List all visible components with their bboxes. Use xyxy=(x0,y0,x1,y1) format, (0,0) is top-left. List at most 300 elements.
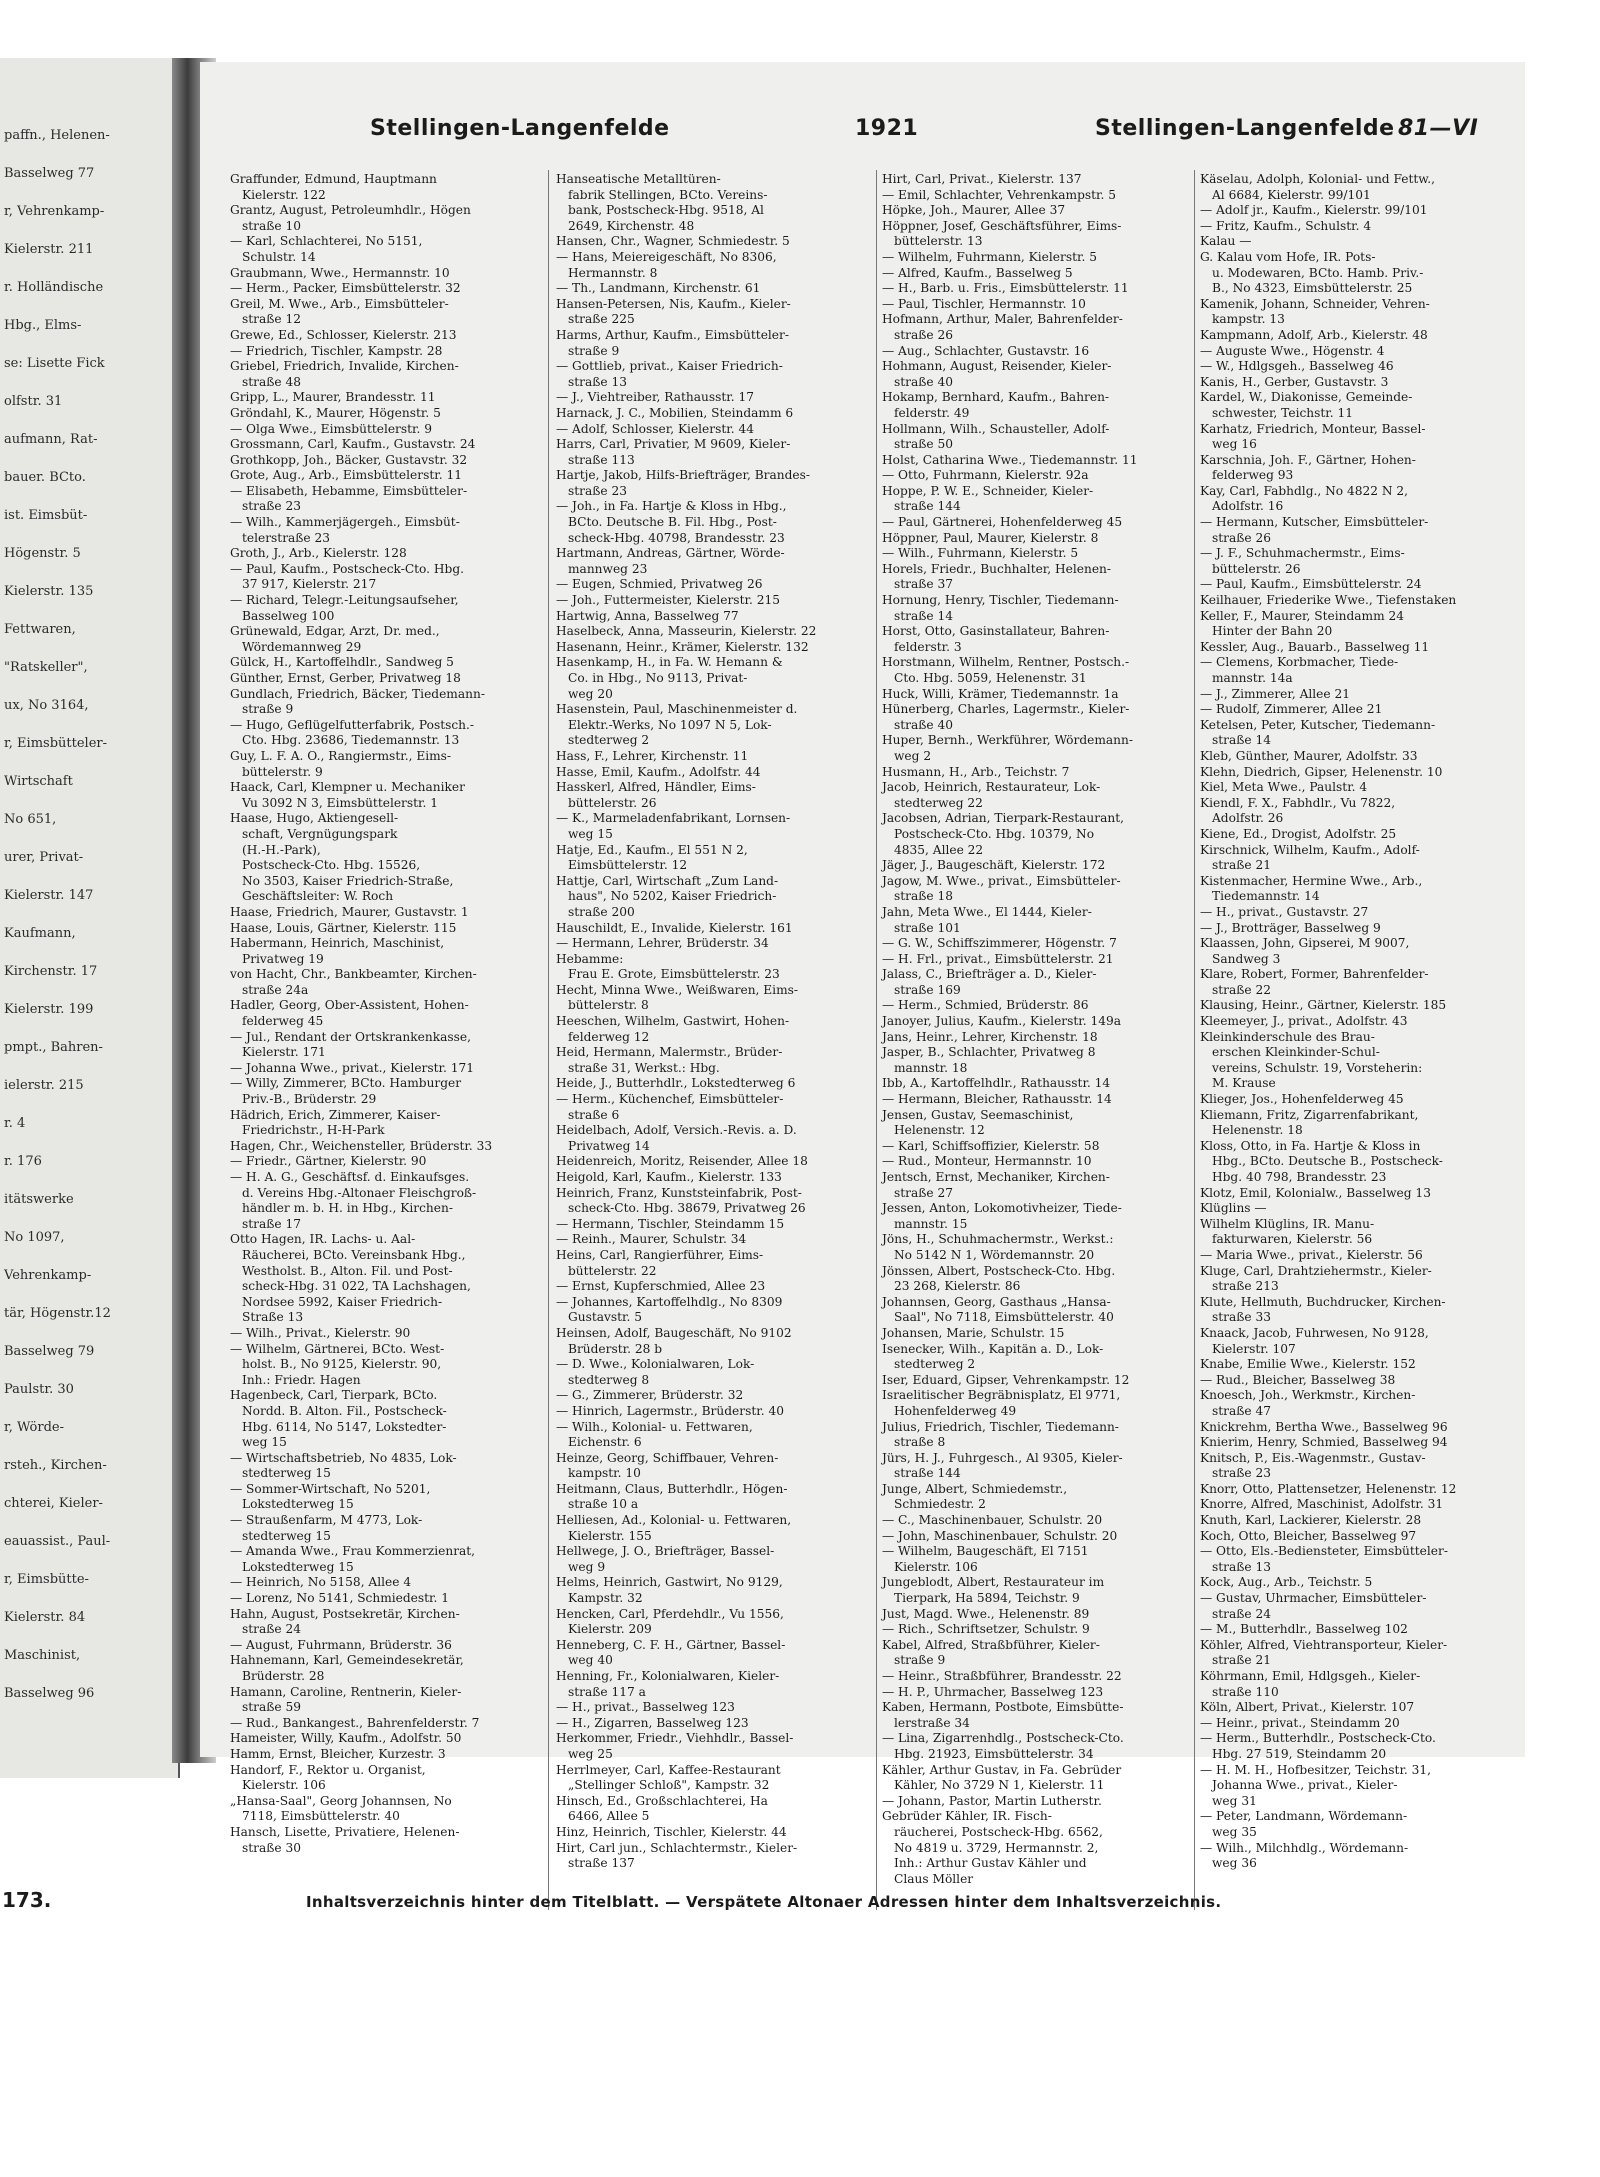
directory-entry-line: Kielerstr. 209 xyxy=(568,1622,652,1637)
previous-page-line: Basselweg 77 xyxy=(4,166,95,181)
directory-entry-line: — Rud., Bankangest., Bahrenfelderstr. 7 xyxy=(230,1715,480,1730)
directory-entry-line: haus", No 5202, Kaiser Friedrich- xyxy=(568,889,777,904)
directory-entry-line: Hornung, Henry, Tischler, Tiedemann- xyxy=(882,593,1119,608)
directory-entry-line: straße 48 xyxy=(242,374,301,389)
previous-page-line: Kielerstr. 84 xyxy=(4,1610,86,1625)
directory-entry-line: Inh.: Friedr. Hagen xyxy=(242,1372,361,1387)
column-rule xyxy=(548,170,549,1910)
directory-entry-line: Hansch, Lisette, Privatiere, Helenen- xyxy=(230,1824,460,1839)
directory-entry-line: mannstr. 14a xyxy=(1212,671,1293,685)
previous-page-line: Kielerstr. 135 xyxy=(4,584,94,599)
directory-entry-line: Klute, Hellmuth, Buchdrucker, Kirchen- xyxy=(1200,1294,1446,1309)
directory-entry-line: Kleinkinderschule des Brau- xyxy=(1200,1029,1375,1044)
directory-entry-line: Huck, Willi, Krämer, Tiedemannstr. 1a xyxy=(882,686,1119,701)
directory-entry-line: Hebamme: xyxy=(556,951,624,966)
directory-entry-line: Hinz, Heinrich, Tischler, Kielerstr. 44 xyxy=(556,1824,787,1839)
directory-entry-line: straße 21 xyxy=(1212,858,1271,873)
directory-entry-line: straße 22 xyxy=(1212,982,1271,997)
directory-entry-line: Kielerstr. 107 xyxy=(1212,1341,1296,1356)
directory-entry-line: — Richard, Telegr.-Leitungsaufseher, xyxy=(230,593,459,608)
directory-entry-line: straße 200 xyxy=(568,904,635,919)
previous-page-line: Högenstr. 5 xyxy=(4,546,81,561)
directory-entry-line: straße 10 a xyxy=(568,1497,639,1512)
directory-entry-line: — Wirtschaftsbetrieb, No 4835, Lok- xyxy=(230,1450,457,1465)
directory-entry-line: 37 917, Kielerstr. 217 xyxy=(242,577,377,592)
directory-entry-line: Hattje, Carl, Wirtschaft „Zum Land- xyxy=(556,873,779,888)
directory-entry-line: lerstraße 34 xyxy=(894,1715,970,1730)
directory-entry-line: Hansen, Chr., Wagner, Schmiedestr. 5 xyxy=(556,234,790,249)
directory-entry-line: straße 40 xyxy=(894,717,953,732)
directory-entry-line: Haase, Friedrich, Maurer, Gustavstr. 1 xyxy=(230,904,469,919)
directory-entry-line: — H., Barb. u. Fris., Eimsbüttelerstr. 11 xyxy=(882,281,1129,296)
directory-entry-line: Lokstedterweg 15 xyxy=(242,1559,354,1574)
directory-entry-line: Wilhelm Klüglins, IR. Manu- xyxy=(1200,1216,1375,1231)
directory-entry-line: — Hans, Meiereigeschäft, No 8306, xyxy=(556,249,777,264)
directory-entry-line: Helms, Heinrich, Gastwirt, No 9129, xyxy=(556,1575,783,1590)
directory-entry-line: Heinrich, Franz, Kunststeinfabrik, Post- xyxy=(556,1185,802,1200)
directory-entry-line: — Amanda Wwe., Frau Kommerzienrat, xyxy=(230,1544,476,1559)
directory-entry-line: Käselau, Adolph, Kolonial- und Fettw., xyxy=(1200,172,1435,186)
previous-page-line: "Ratskeller", xyxy=(4,660,88,675)
previous-page-line: Basselweg 96 xyxy=(4,1686,95,1701)
directory-entry-line: weg 20 xyxy=(568,686,613,701)
directory-entry-line: Kiendl, F. X., Fabhdlr., Vu 7822, xyxy=(1200,795,1396,810)
directory-entry-line: Al 6684, Kielerstr. 99/101 xyxy=(1212,187,1371,202)
directory-entry-line: straße 18 xyxy=(894,889,953,904)
directory-entry-line: — Wilhelm, Baugeschäft, El 7151 xyxy=(882,1544,1089,1559)
directory-entry-line: Inh.: Arthur Gustav Kähler und xyxy=(894,1856,1087,1871)
directory-entry-line: — Hermann, Tischler, Steindamm 15 xyxy=(556,1216,785,1231)
directory-entry-line: — Rudolf, Zimmerer, Allee 21 xyxy=(1200,702,1383,717)
directory-entry-line: Heeschen, Wilhelm, Gastwirt, Hohen- xyxy=(556,1014,790,1029)
directory-entry-line: Jöns, H., Schuhmachermstr., Werkst.: xyxy=(882,1232,1114,1247)
directory-entry-line: straße 24 xyxy=(1212,1606,1271,1621)
directory-entry-line: Hirt, Carl jun., Schlachtermstr., Kieler- xyxy=(556,1840,798,1855)
directory-entry-line: — Gottlieb, privat., Kaiser Friedrich- xyxy=(556,359,783,374)
directory-entry-line: Adolfstr. 26 xyxy=(1212,811,1284,826)
directory-entry-line: — Lorenz, No 5141, Schmiedestr. 1 xyxy=(230,1591,450,1606)
directory-entry-line: Hbg. 27 519, Steindamm 20 xyxy=(1212,1746,1387,1761)
directory-entry-line: büttelerstr. 26 xyxy=(568,795,657,810)
directory-entry-line: Cto. Hbg. 23686, Tiedemannstr. 13 xyxy=(242,733,460,748)
previous-page-line: Kirchenstr. 17 xyxy=(4,964,98,979)
directory-entry-line: Geschäftsleiter: W. Roch xyxy=(242,889,394,904)
directory-entry-line: — Karl, Schiffsoffizier, Kielerstr. 58 xyxy=(882,1138,1100,1153)
directory-entry-line: Julius, Friedrich, Tischler, Tiedemann- xyxy=(882,1419,1119,1434)
directory-entry-line: weg 9 xyxy=(568,1559,606,1574)
directory-entry-line: straße 9 xyxy=(894,1653,946,1668)
directory-entry-line: Hädrich, Erich, Zimmerer, Kaiser- xyxy=(230,1107,441,1122)
directory-entry-line: straße 9 xyxy=(242,702,294,717)
directory-entry-line: Horst, Otto, Gasinstallateur, Bahren- xyxy=(882,624,1110,639)
directory-entry-line: — Wilhelm, Gärtnerei, BCto. West- xyxy=(230,1341,445,1356)
directory-entry-line: Janoyer, Julius, Kaufm., Kielerstr. 149a xyxy=(882,1014,1122,1029)
directory-entry-line: — Paul, Gärtnerei, Hohenfelderweg 45 xyxy=(882,515,1123,530)
directory-entry-line: Köhrmann, Emil, Hdlgsgeh., Kieler- xyxy=(1200,1669,1421,1683)
directory-entry-line: — Fritz, Kaufm., Schulstr. 4 xyxy=(1200,218,1372,233)
previous-page-line: Kaufmann, xyxy=(4,926,76,941)
directory-entry-line: Kielerstr. 122 xyxy=(242,187,326,202)
directory-entry-line: Heins, Carl, Rangierführer, Eims- xyxy=(556,1247,764,1262)
directory-entry-line: Holst, Catharina Wwe., Tiedemannstr. 11 xyxy=(882,452,1138,467)
directory-entry-line: bank, Postscheck-Hbg. 9518, Al xyxy=(568,203,764,218)
directory-entry-line: Westholst. B., Alton. Fil. und Post- xyxy=(242,1263,453,1278)
directory-entry-line: weg 16 xyxy=(1212,437,1257,452)
directory-entry-line: Schulstr. 14 xyxy=(242,249,316,264)
previous-page-line: r. Holländische xyxy=(4,280,104,295)
directory-entry-line: G. Kalau vom Hofe, IR. Pots- xyxy=(1200,249,1376,264)
previous-page-line: r. 4 xyxy=(4,1116,26,1131)
directory-entry-line: — Jul., Rendant der Ortskrankenkasse, xyxy=(230,1029,471,1044)
directory-entry-line: — Johann, Pastor, Martin Lutherstr. xyxy=(882,1793,1102,1808)
directory-entry-line: Kock, Aug., Arb., Teichstr. 5 xyxy=(1200,1575,1373,1590)
directory-entry-line: Hünerberg, Charles, Lagermstr., Kieler- xyxy=(882,702,1130,717)
directory-entry-line: Ibb, A., Kartoffelhdlr., Rathausstr. 14 xyxy=(882,1076,1111,1091)
previous-page-line: aufmann, Rat- xyxy=(4,432,98,447)
previous-page-line: chterei, Kieler- xyxy=(4,1496,103,1511)
directory-entry-line: — M., Butterhdlr., Basselweg 102 xyxy=(1200,1622,1408,1637)
directory-entry-line: Grossmann, Carl, Kaufm., Gustavstr. 24 xyxy=(230,437,476,452)
directory-entry-line: Klehn, Diedrich, Gipser, Helenenstr. 10 xyxy=(1200,764,1443,779)
directory-entry-line: Frau E. Grote, Eimsbüttelerstr. 23 xyxy=(568,967,780,982)
directory-entry-line: Kalau — xyxy=(1200,234,1252,249)
directory-entry-line: büttelerstr. 22 xyxy=(568,1263,657,1278)
directory-entry-line: Klieger, Jos., Hohenfelderweg 45 xyxy=(1200,1092,1404,1107)
directory-entry-line: Haselbeck, Anna, Masseurin, Kielerstr. 22 xyxy=(556,624,817,639)
directory-entry-line: Klausing, Heinr., Gärtner, Kielerstr. 185 xyxy=(1200,998,1447,1013)
directory-entry-line: Ketelsen, Peter, Kutscher, Tiedemann- xyxy=(1200,717,1436,732)
directory-entry-line: Räucherei, BCto. Vereinsbank Hbg., xyxy=(242,1247,466,1262)
directory-entry-line: schaft, Vergnügungspark xyxy=(242,826,398,841)
directory-entry-line: Keller, F., Maurer, Steindamm 24 xyxy=(1200,608,1405,623)
directory-entry-line: — Wilh., Privat., Kielerstr. 90 xyxy=(230,1325,411,1340)
directory-entry-line: Hinter der Bahn 20 xyxy=(1212,624,1333,639)
column-rule xyxy=(1194,170,1195,1910)
directory-entry-line: — Heinr., Straßbführer, Brandesstr. 22 xyxy=(882,1669,1122,1683)
directory-entry-line: Kessler, Aug., Bauarb., Basselweg 11 xyxy=(1200,639,1430,654)
directory-entry-line: weg 15 xyxy=(242,1435,287,1450)
previous-page-line: Maschinist, xyxy=(4,1648,81,1663)
directory-entry-line: Knuth, Karl, Lackierer, Kielerstr. 28 xyxy=(1200,1513,1422,1528)
directory-entry-line: — J., Brotträger, Basselweg 9 xyxy=(1200,920,1381,935)
directory-entry-line: Kaben, Hermann, Postbote, Eimsbütte- xyxy=(882,1700,1124,1715)
directory-entry-line: straße 113 xyxy=(568,452,635,467)
directory-entry-line: Priv.-B., Brüderstr. 29 xyxy=(242,1092,377,1107)
directory-entry-line: Handorf, F., Rektor u. Organist, xyxy=(230,1762,426,1777)
directory-entry-line: straße 213 xyxy=(1212,1279,1279,1294)
directory-entry-line: Gundlach, Friedrich, Bäcker, Tiedemann- xyxy=(230,686,485,701)
directory-entry-line: Klotz, Emil, Kolonialw., Basselweg 13 xyxy=(1200,1185,1431,1200)
directory-entry-line: Hasse, Emil, Kaufm., Adolfstr. 44 xyxy=(556,764,761,779)
directory-entry-line: stedterweg 15 xyxy=(242,1528,331,1543)
directory-entry-line: räucherei, Postscheck-Hbg. 6562, xyxy=(894,1824,1103,1839)
directory-entry-line: u. Modewaren, BCto. Hamb. Priv.- xyxy=(1212,265,1424,280)
directory-entry-line: Hbg. 40 798, Brandesstr. 23 xyxy=(1212,1170,1387,1184)
directory-entry-line: — Otto, Fuhrmann, Kielerstr. 92a xyxy=(882,468,1089,483)
directory-entry-line: Hasenstein, Paul, Maschinenmeister d. xyxy=(556,702,798,717)
directory-entry-line: Hbg., BCto. Deutsche B., Postscheck- xyxy=(1212,1154,1443,1169)
directory-entry-line: Gripp, L., Maurer, Brandesstr. 11 xyxy=(230,390,436,405)
directory-entry-line: Nordd. B. Alton. Fil., Postscheck- xyxy=(242,1403,447,1418)
directory-entry-line: Heide, J., Butterhdlr., Lokstedterweg 6 xyxy=(556,1076,796,1091)
directory-entry-line: Hartje, Jakob, Hilfs-Briefträger, Brandes- xyxy=(556,468,811,483)
previous-page-number: 173. xyxy=(2,1888,52,1912)
directory-entry-line: stedterweg 2 xyxy=(568,733,650,748)
previous-page-line: ux, No 3164, xyxy=(4,698,89,713)
directory-entry-line: Jagow, M. Wwe., privat., Eimsbütteler- xyxy=(882,873,1121,888)
directory-entry-line: Iser, Eduard, Gipser, Vehrenkampstr. 12 xyxy=(882,1372,1130,1387)
previous-page-line: Kielerstr. 211 xyxy=(4,242,94,257)
directory-entry-line: Hanseatische Metalltüren- xyxy=(556,172,721,186)
directory-entry-line: Hartmann, Andreas, Gärtner, Wörde- xyxy=(556,546,785,561)
directory-entry-line: straße 13 xyxy=(1212,1559,1271,1574)
directory-entry-line: — Sommer-Wirtschaft, No 5201, xyxy=(230,1481,431,1496)
directory-entry-line: holst. B., No 9125, Kielerstr. 90, xyxy=(242,1357,442,1372)
directory-entry-line: — H. A. G., Geschäftsf. d. Einkaufsges. xyxy=(230,1170,470,1184)
directory-entry-line: Heigold, Karl, Kaufm., Kielerstr. 133 xyxy=(556,1170,782,1184)
directory-entry-line: Gustavstr. 5 xyxy=(568,1310,643,1325)
directory-entry-line: — Heinr., privat., Steindamm 20 xyxy=(1200,1715,1400,1730)
directory-entry-line: — Emil, Schlachter, Vehrenkampstr. 5 xyxy=(882,187,1117,202)
directory-entry-line: — Hermann, Bleicher, Rathausstr. 14 xyxy=(882,1092,1112,1107)
previous-page-line: Kielerstr. 199 xyxy=(4,1002,94,1017)
directory-entry-line: Hinsch, Ed., Großschlachterei, Ha xyxy=(556,1793,768,1808)
directory-entry-line: straße 17 xyxy=(242,1216,301,1231)
directory-entry-line: — Adolf, Schlosser, Kielerstr. 44 xyxy=(556,421,754,436)
directory-entry-line: Kielerstr. 155 xyxy=(568,1528,652,1543)
directory-entry-line: Jahn, Meta Wwe., El 1444, Kieler- xyxy=(882,904,1092,919)
directory-entry-line: Gebrüder Kähler, IR. Fisch- xyxy=(882,1809,1052,1824)
previous-page-line: r, Wörde- xyxy=(4,1420,64,1435)
previous-page-line: No 651, xyxy=(4,812,57,827)
directory-entry-line: Kiel, Meta Wwe., Paulstr. 4 xyxy=(1200,780,1368,795)
previous-page-line: Wirtschaft xyxy=(4,774,73,789)
directory-entry-line: Privatweg 19 xyxy=(242,951,324,966)
directory-entry-line: Kliemann, Fritz, Zigarrenfabrikant, xyxy=(1200,1107,1419,1122)
directory-entry-line: Knabe, Emilie Wwe., Kielerstr. 152 xyxy=(1200,1357,1416,1372)
directory-entry-line: händler m. b. H. in Hbg., Kirchen- xyxy=(242,1201,453,1216)
directory-entry-line: büttelerstr. 13 xyxy=(894,234,983,249)
directory-entry-line: Tierpark, Ha 5894, Teichstr. 9 xyxy=(894,1591,1080,1606)
directory-entry-line: d. Vereins Hbg.-Altonaer Fleischgroß- xyxy=(242,1185,477,1200)
directory-entry-line: straße 14 xyxy=(894,608,953,623)
directory-entry-line: Lokstedterweg 15 xyxy=(242,1497,354,1512)
previous-page-line: r, Eimsbütteler- xyxy=(4,736,107,751)
directory-entry-line: Kiene, Ed., Drogist, Adolfstr. 25 xyxy=(1200,826,1397,841)
directory-entry-line: Kamenik, Johann, Schneider, Vehren- xyxy=(1200,296,1430,311)
previous-page-line: Kielerstr. 147 xyxy=(4,888,94,903)
header-left-title: Stellingen-Langenfelde xyxy=(370,116,670,141)
directory-entry-line: Karhatz, Friedrich, Monteur, Bassel- xyxy=(1200,421,1426,436)
directory-entry-line: büttelerstr. 26 xyxy=(1212,561,1301,576)
directory-entry-line: felderweg 12 xyxy=(568,1029,650,1044)
directory-entry-line: straße 6 xyxy=(568,1107,620,1122)
directory-entry-line: — J., Viehtreiber, Rathausstr. 17 xyxy=(556,390,754,405)
directory-entry-line: — Wilhelm, Fuhrmann, Kielerstr. 5 xyxy=(882,249,1097,264)
directory-entry-line: Haase, Louis, Gärtner, Kielerstr. 115 xyxy=(230,920,457,935)
directory-entry-line: Hass, F., Lehrer, Kirchenstr. 11 xyxy=(556,748,749,763)
directory-entry-line: straße 110 xyxy=(1212,1684,1279,1699)
directory-entry-line: mannweg 23 xyxy=(568,561,648,576)
directory-entry-line: Knoesch, Joh., Werkmstr., Kirchen- xyxy=(1200,1388,1416,1403)
directory-entry-line: Nordsee 5992, Kaiser Friedrich- xyxy=(242,1294,443,1309)
directory-entry-line: straße 169 xyxy=(894,982,961,997)
directory-entry-line: straße 23 xyxy=(1212,1466,1271,1481)
directory-entry-line: Horels, Friedr., Buchhalter, Helenen- xyxy=(882,561,1112,576)
previous-page-line: urer, Privat- xyxy=(4,850,84,865)
directory-entry-line: Tiedemannstr. 14 xyxy=(1212,889,1320,904)
directory-entry-line: Kampmann, Adolf, Arb., Kielerstr. 48 xyxy=(1200,327,1428,342)
directory-column-2 xyxy=(556,172,856,1871)
directory-entry-line: Helliesen, Ad., Kolonial- u. Fettwaren, xyxy=(556,1513,792,1528)
directory-entry-line: Graffunder, Edmund, Hauptmann xyxy=(230,172,437,186)
directory-entry-line: weg 31 xyxy=(1212,1793,1257,1808)
directory-entry-line: stedterweg 8 xyxy=(568,1372,650,1387)
directory-entry-line: Hasenann, Heinr., Krämer, Kielerstr. 132 xyxy=(556,639,809,654)
directory-entry-line: — G., Zimmerer, Brüderstr. 32 xyxy=(556,1388,744,1403)
directory-entry-line: No 4819 u. 3729, Hermannstr. 2, xyxy=(894,1840,1099,1855)
previous-page-line: ielerstr. 215 xyxy=(4,1078,84,1093)
directory-entry-line: straße 33 xyxy=(1212,1310,1271,1325)
directory-entry-line: Karschnia, Joh. F., Gärtner, Hohen- xyxy=(1200,452,1416,467)
directory-entry-line: — Wilh., Milchhdlg., Wördemann- xyxy=(1200,1840,1409,1855)
directory-entry-line: Knorr, Otto, Plattensetzer, Helenenstr. 12 xyxy=(1200,1481,1457,1496)
directory-entry-line: straße 13 xyxy=(568,374,627,389)
directory-entry-line: Junge, Albert, Schmiedemstr., xyxy=(882,1481,1068,1496)
previous-page-line: r, Vehrenkamp- xyxy=(4,204,105,219)
directory-entry-line: Horstmann, Wilhelm, Rentner, Postsch.- xyxy=(882,655,1130,670)
directory-entry-line: straße 31, Werkst.: Hbg. xyxy=(568,1060,720,1075)
directory-entry-line: Guy, L. F. A. O., Rangiermstr., Eims- xyxy=(230,748,452,763)
directory-entry-line: straße 40 xyxy=(894,374,953,389)
directory-entry-line: straße 144 xyxy=(894,1466,961,1481)
directory-entry-line: straße 37 xyxy=(894,577,953,592)
directory-entry-line: Knickrehm, Bertha Wwe., Basselweg 96 xyxy=(1200,1419,1448,1434)
directory-entry-line: Jäger, J., Baugeschäft, Kielerstr. 172 xyxy=(882,858,1106,873)
directory-entry-line: scheck-Hbg. 40798, Brandesstr. 23 xyxy=(568,530,785,545)
directory-entry-line: Graubmann, Wwe., Hermannstr. 10 xyxy=(230,265,450,280)
directory-entry-line: büttelerstr. 9 xyxy=(242,764,323,779)
directory-entry-line: Hohmann, August, Reisender, Kieler- xyxy=(882,359,1112,374)
directory-entry-line: straße 50 xyxy=(894,437,953,452)
directory-entry-line: straße 14 xyxy=(1212,733,1271,748)
directory-entry-line: felderstr. 3 xyxy=(894,639,962,654)
header-year: 1921 xyxy=(855,116,919,141)
directory-entry-line: straße 101 xyxy=(894,920,961,935)
directory-entry-line: Köhler, Alfred, Viehtransporteur, Kieler- xyxy=(1200,1637,1448,1652)
previous-page-line: Basselweg 79 xyxy=(4,1344,95,1359)
directory-entry-line: Hadler, Georg, Ober-Assistent, Hohen- xyxy=(230,998,469,1013)
column-rule xyxy=(876,170,877,1910)
directory-entry-line: straße 12 xyxy=(242,312,301,327)
directory-entry-line: Israelitischer Begräbnisplatz, El 9771, xyxy=(882,1388,1121,1403)
directory-entry-line: weg 35 xyxy=(1212,1824,1257,1839)
directory-entry-line: — C., Maschinenbauer, Schulstr. 20 xyxy=(882,1513,1103,1528)
directory-entry-line: Jans, Heinr., Lehrer, Kirchenstr. 18 xyxy=(882,1029,1098,1044)
directory-entry-line: Eimsbüttelerstr. 12 xyxy=(568,858,688,873)
directory-entry-line: straße 59 xyxy=(242,1700,301,1715)
directory-entry-line: straße 117 a xyxy=(568,1684,646,1699)
directory-entry-line: — H. M. H., Hofbesitzer, Teichstr. 31, xyxy=(1200,1762,1432,1777)
directory-entry-line: weg 2 xyxy=(894,748,932,763)
directory-entry-line: — Peter, Landmann, Wördemann- xyxy=(1200,1809,1408,1824)
previous-page-line: pmpt., Bahren- xyxy=(4,1040,103,1055)
directory-entry-line: — G. W., Schiffszimmerer, Högenstr. 7 xyxy=(882,936,1117,951)
directory-entry-line: BCto. Deutsche B. Fil. Hbg., Post- xyxy=(568,515,777,530)
directory-entry-line: — Rud., Bleicher, Basselweg 38 xyxy=(1200,1372,1396,1387)
directory-entry-line: Kleemeyer, J., privat., Adolfstr. 43 xyxy=(1200,1014,1408,1029)
directory-entry-line: Kay, Carl, Fabhdlg., No 4822 N 2, xyxy=(1200,483,1409,498)
directory-entry-line: Jasper, B., Schlachter, Privatweg 8 xyxy=(882,1045,1096,1060)
directory-entry-line: Hecht, Minna Wwe., Weißwaren, Eims- xyxy=(556,982,799,997)
directory-entry-line: felderstr. 49 xyxy=(894,405,970,420)
directory-entry-line: Postscheck-Cto. Hbg. 10379, No xyxy=(894,826,1095,841)
directory-entry-line: — Herm., Schmied, Brüderstr. 86 xyxy=(882,998,1089,1013)
directory-entry-line: fakturwaren, Kielerstr. 56 xyxy=(1212,1232,1373,1247)
directory-entry-line: Herrlmeyer, Carl, Kaffee-Restaurant xyxy=(556,1762,781,1777)
directory-entry-line: — H., privat., Basselweg 123 xyxy=(556,1700,735,1715)
directory-entry-line: 4835, Allee 22 xyxy=(894,842,984,857)
directory-entry-line: Isenecker, Wilh., Kapitän a. D., Lok- xyxy=(882,1341,1104,1356)
directory-entry-line: — Hinrich, Lagermstr., Brüderstr. 40 xyxy=(556,1403,784,1418)
directory-entry-line: — August, Fuhrmann, Brüderstr. 36 xyxy=(230,1637,452,1652)
directory-entry-line: — Wilh., Kolonial- u. Fettwaren, xyxy=(556,1419,753,1434)
directory-entry-line: Husmann, H., Arb., Teichstr. 7 xyxy=(882,764,1070,779)
directory-entry-line: — H., privat., Gustavstr. 27 xyxy=(1200,904,1369,919)
directory-entry-line: Hellwege, J. O., Briefträger, Bassel- xyxy=(556,1544,775,1559)
directory-entry-line: Heidelbach, Adolf, Versich.-Revis. a. D. xyxy=(556,1123,797,1138)
previous-page-line: tär, Högenstr.12 xyxy=(4,1306,111,1321)
directory-entry-line: Hahn, August, Postsekretär, Kirchen- xyxy=(230,1606,460,1621)
directory-entry-line: straße 10 xyxy=(242,218,301,233)
directory-entry-line: Co. in Hbg., No 9113, Privat- xyxy=(568,671,748,685)
directory-entry-line: Hamann, Caroline, Rentnerin, Kieler- xyxy=(230,1684,462,1699)
directory-entry-line: Hasskerl, Alfred, Händler, Eims- xyxy=(556,780,756,795)
directory-entry-line: Hbg. 6114, No 5147, Lokstedter- xyxy=(242,1419,447,1434)
directory-entry-line: Hencken, Carl, Pferdehdlr., Vu 1556, xyxy=(556,1606,784,1621)
directory-entry-line: — H. Frl., privat., Eimsbüttelerstr. 21 xyxy=(882,951,1114,966)
previous-page-line: rsteh., Kirchen- xyxy=(4,1458,107,1473)
directory-entry-line: Hbg. 21923, Eimsbüttelerstr. 34 xyxy=(894,1746,1094,1761)
directory-entry-line: — Aug., Schlachter, Gustavstr. 16 xyxy=(882,343,1090,358)
directory-entry-line: schwester, Teichstr. 11 xyxy=(1212,405,1354,420)
directory-entry-line: Höppner, Paul, Maurer, Kielerstr. 8 xyxy=(882,530,1099,545)
directory-entry-line: — Wilh., Fuhrmann, Kielerstr. 5 xyxy=(882,546,1079,561)
directory-entry-line: Hauschildt, E., Invalide, Kielerstr. 161 xyxy=(556,920,793,935)
directory-entry-line: Helenenstr. 12 xyxy=(894,1123,985,1138)
directory-entry-line: (H.-H.-Park), xyxy=(242,842,321,857)
directory-entry-line: Haase, Hugo, Aktiengesell- xyxy=(230,811,399,826)
directory-entry-line: stedterweg 22 xyxy=(894,795,983,810)
directory-entry-line: Kleb, Günther, Maurer, Adolfstr. 33 xyxy=(1200,748,1418,763)
directory-entry-line: Kluge, Carl, Drahtziehermstr., Kieler- xyxy=(1200,1263,1432,1278)
directory-column-4 xyxy=(1200,172,1500,1871)
previous-page-line: Fettwaren, xyxy=(4,622,76,637)
directory-entry-line: Jensen, Gustav, Seemaschinist, xyxy=(882,1107,1074,1122)
directory-entry-line: Gröndahl, K., Maurer, Högenstr. 5 xyxy=(230,405,441,420)
directory-entry-line: — John, Maschinenbauer, Schulstr. 20 xyxy=(882,1528,1118,1543)
directory-entry-line: — Johannes, Kartoffelhdlg., No 8309 xyxy=(556,1294,783,1309)
directory-entry-line: Kardel, W., Diakonisse, Gemeinde- xyxy=(1200,390,1413,405)
directory-entry-line: — J., Zimmerer, Allee 21 xyxy=(1200,686,1350,701)
directory-entry-line: Jacob, Heinrich, Restaurateur, Lok- xyxy=(882,780,1101,795)
directory-entry-line: 2649, Kirchenstr. 48 xyxy=(568,218,695,233)
directory-entry-line: felderweg 93 xyxy=(1212,468,1294,483)
directory-entry-line: Knierim, Henry, Schmied, Basselweg 94 xyxy=(1200,1435,1448,1450)
previous-page-line: ist. Eimsbüt- xyxy=(4,508,88,523)
directory-entry-line: Kähler, Arthur Gustav, in Fa. Gebrüder xyxy=(882,1762,1122,1777)
directory-column-3 xyxy=(882,172,1182,1886)
